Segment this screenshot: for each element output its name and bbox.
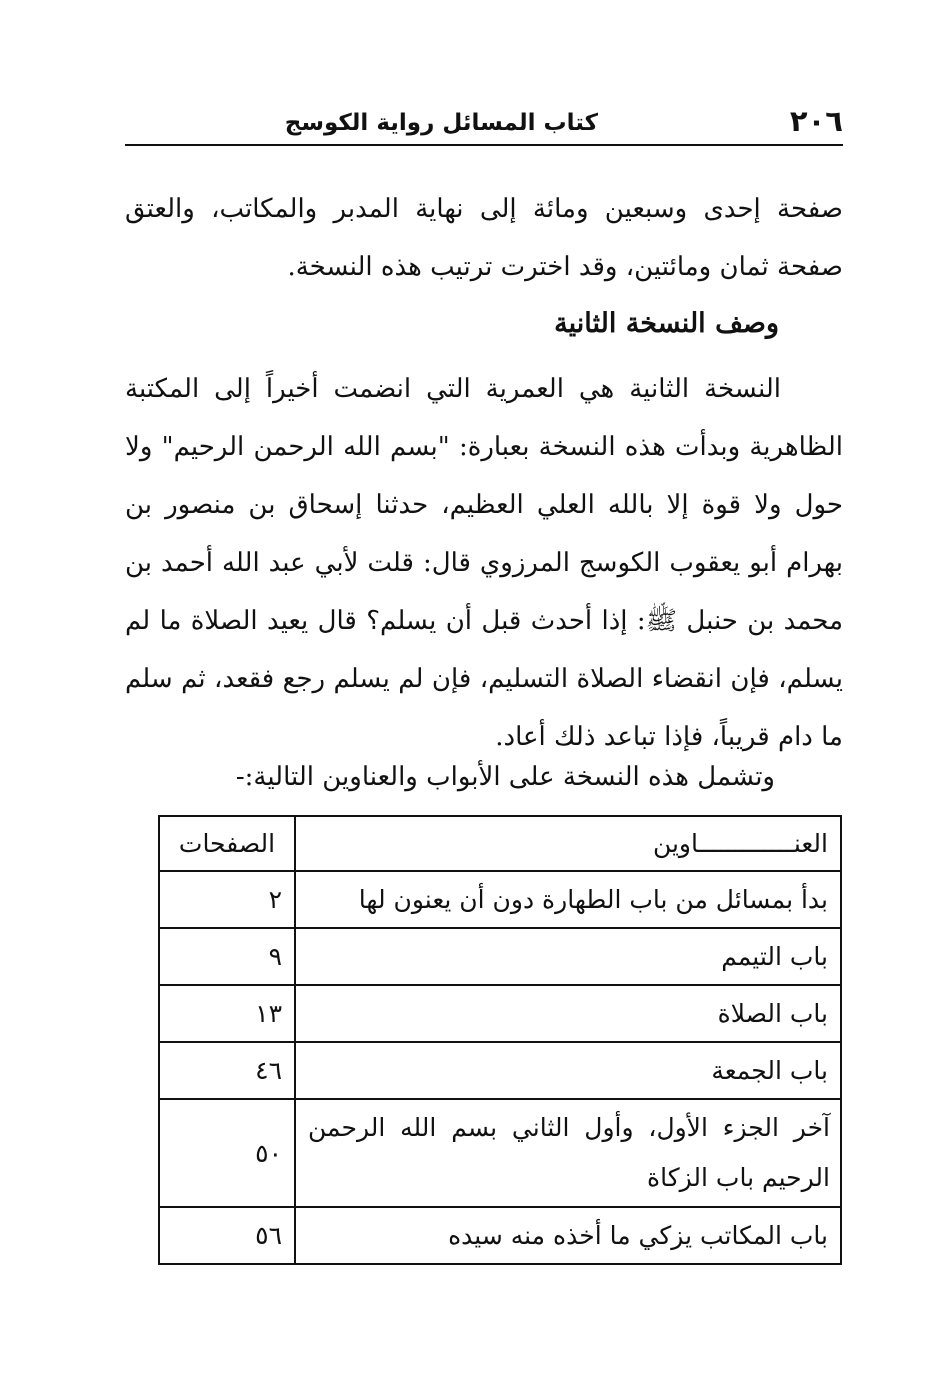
- page-header: [125, 98, 843, 146]
- row-page: ٩: [159, 928, 295, 985]
- table-row: [159, 985, 841, 1042]
- running-title: كتاب المسائل رواية الكوسج: [284, 110, 598, 136]
- contents-table: [158, 815, 842, 1265]
- row-title: باب الجمعة: [295, 1042, 841, 1099]
- table-header-row: [159, 816, 841, 871]
- section-heading: وصف النسخة الثانية: [554, 308, 779, 339]
- row-page: ٥٠: [159, 1099, 295, 1207]
- row-title: آخر الجزء الأول، وأول الثاني بسم الله الرحمن الرحيم باب الزكاة: [295, 1099, 841, 1207]
- page-number: ٢٠٦: [789, 104, 843, 138]
- table-row: [159, 1099, 841, 1207]
- table-intro: وتشمل هذه النسخة على الأبواب والعناوين التالية:-: [235, 762, 775, 792]
- paragraph-continuation: صفحة إحدى وسبعين ومائة إلى نهاية المدبر والمكاتب، والعتق صفحة ثمان ومائتين، وقد اخترت ترتيب هذه النسخة.: [125, 194, 843, 282]
- row-title: باب التيمم: [295, 928, 841, 985]
- header-titles: العنـــــــــــــاوين: [295, 816, 841, 871]
- table-row: [159, 1207, 841, 1264]
- row-page: ١٣: [159, 985, 295, 1042]
- table-row: [159, 1042, 841, 1099]
- row-title: باب المكاتب يزكي ما أخذه منه سيده: [295, 1207, 841, 1264]
- paragraph-second-copy-description: النسخة الثانية هي العمرية التي انضمت أخيراً إلى المكتبة الظاهرية وبدأت هذه النسخة بعبارة: "بسم الله الرحمن الرحيم" ولا حول ولا قوة إلا بالله العلي العظيم، حدثنا إسحاق بن منصور بن بهرام أبو يعقوب الكوسج المرزوي قال: قلت لأبي عبد الله أحمد بن محمد بن حنبل ﷺ: إذا أحدث قبل أن يسلم؟ قال يعيد الصلاة ما لم يسلم، فإن انقضاء الصلاة التسليم، فإن لم يسلم رجع فقعد، ثم سلم ما دام قريباً، فإذا تباعد ذلك أعاد.: [125, 374, 843, 752]
- table-row: [159, 871, 841, 928]
- row-page: ٥٦: [159, 1207, 295, 1264]
- row-page: ٤٦: [159, 1042, 295, 1099]
- table-row: [159, 928, 841, 985]
- header-pages: الصفحات: [159, 816, 295, 871]
- row-page: ٢: [159, 871, 295, 928]
- row-title: بدأ بمسائل من باب الطهارة دون أن يعنون لها: [295, 871, 841, 928]
- row-title: باب الصلاة: [295, 985, 841, 1042]
